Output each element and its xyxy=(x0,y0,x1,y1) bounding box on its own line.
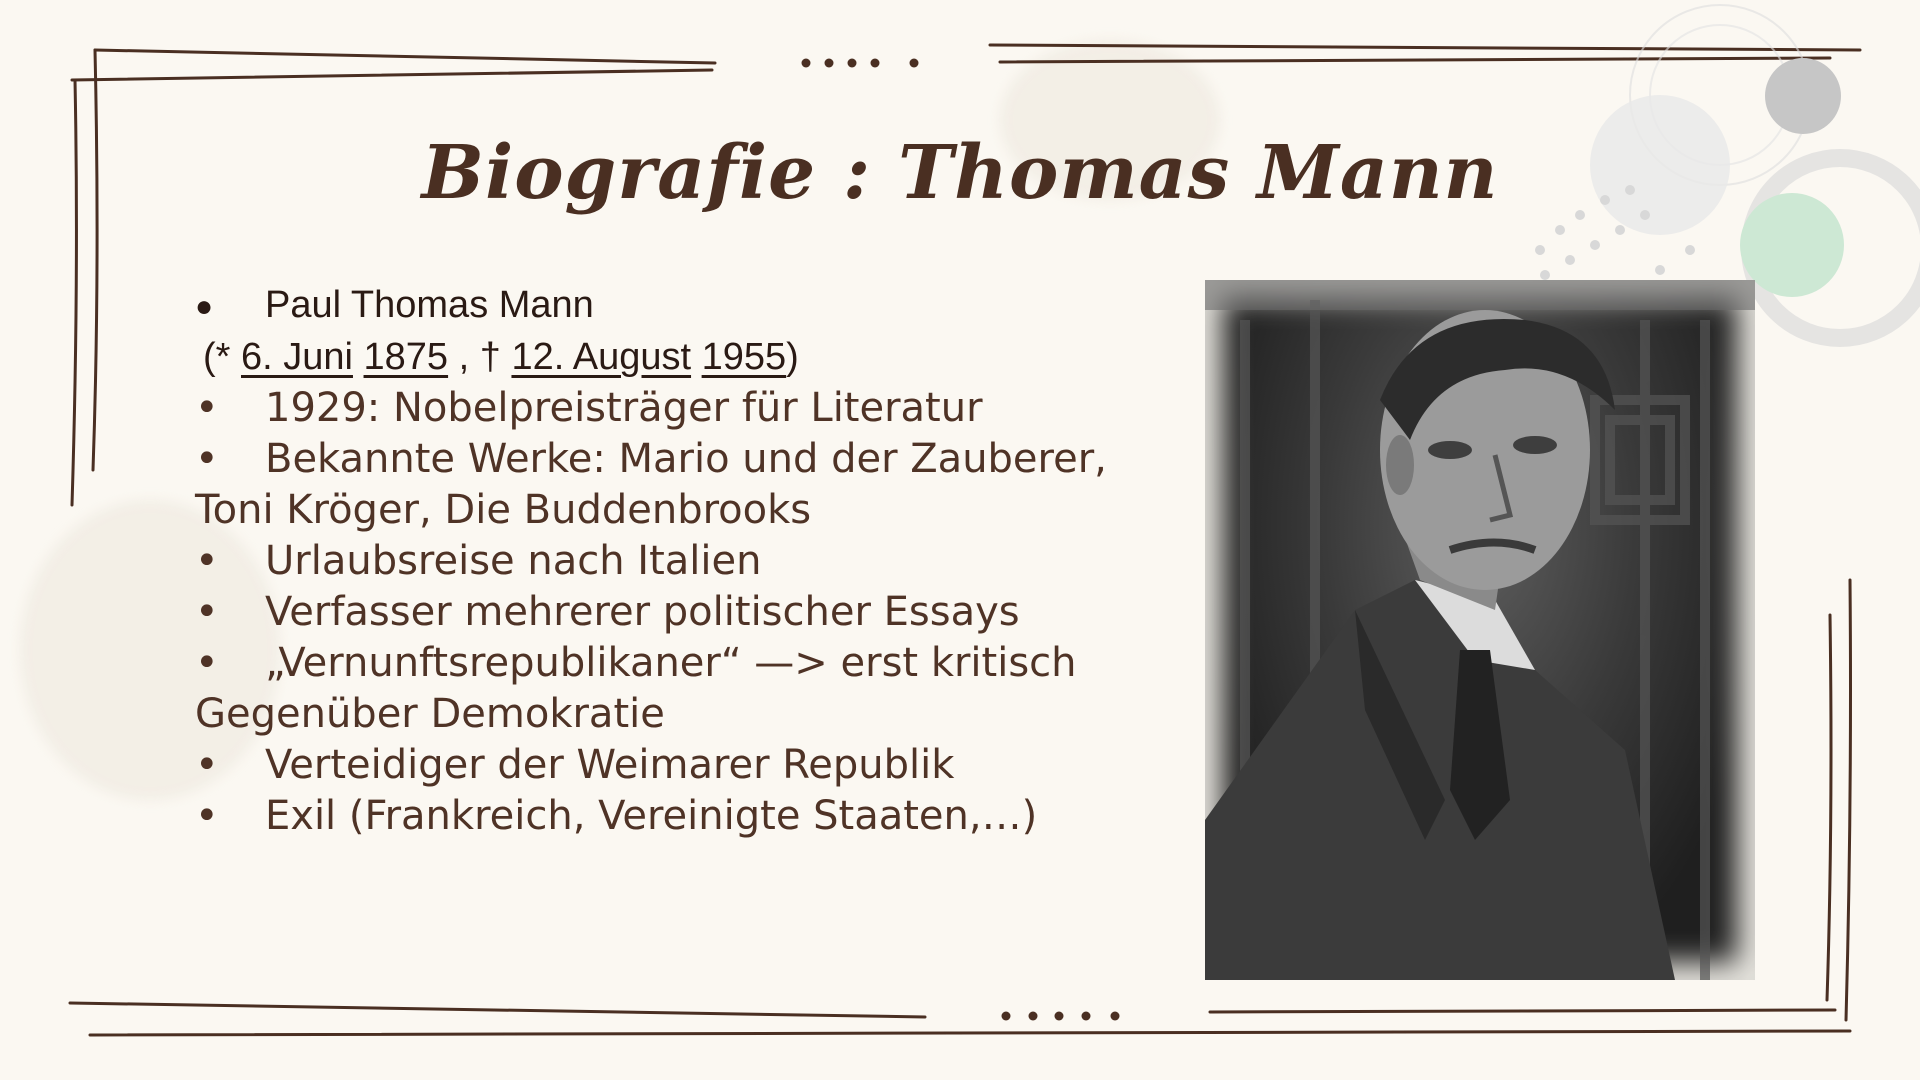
life-dates xyxy=(195,332,1125,383)
list-item xyxy=(195,536,1125,587)
item-text: Toni Kröger, Die Buddenbrooks xyxy=(195,487,812,534)
item-text: Exil (Frankreich, Vereinigte Staaten,…) xyxy=(265,793,1038,840)
item-text: Bekannte Werke: Mario und der Zauberer, xyxy=(265,436,1107,483)
item-text: Gegenüber Demokratie xyxy=(195,691,665,738)
bullet-icon: • xyxy=(195,538,219,585)
dates-separator: , † xyxy=(448,336,512,379)
slide-title: Biografie : Thomas Mann xyxy=(421,130,1499,216)
item-text: Verfasser mehrerer politischer Essays xyxy=(265,589,1020,636)
item-text: „Vernunftsrepublikaner“ —> erst kritisch xyxy=(265,640,1077,687)
bullet-icon: • xyxy=(195,742,219,789)
portrait-photo xyxy=(1205,280,1755,980)
bullet-icon: • xyxy=(195,640,219,687)
birth-day-link[interactable]: 6. Juni xyxy=(241,336,353,379)
list-item xyxy=(195,280,1125,332)
list-item xyxy=(195,587,1125,638)
list-item xyxy=(195,638,1125,689)
list-item xyxy=(195,740,1125,791)
list-item xyxy=(195,434,1125,485)
bullet-icon: • xyxy=(195,385,219,432)
item-text: Urlaubsreise nach Italien xyxy=(265,538,762,585)
list-item-continuation xyxy=(195,689,1125,740)
item-text: 1929: Nobelpreisträger für Literatur xyxy=(265,385,983,432)
dates-close: ) xyxy=(786,336,799,379)
item-text: Verteidiger der Weimarer Republik xyxy=(265,742,955,789)
list-item-continuation xyxy=(195,485,1125,536)
death-year-link[interactable]: 1955 xyxy=(701,336,787,379)
dates-open: (* xyxy=(203,336,241,379)
bullet-icon: • xyxy=(195,589,219,636)
list-item xyxy=(195,791,1125,842)
name-text: Paul Thomas Mann xyxy=(265,284,594,326)
list-item xyxy=(195,383,1125,434)
birth-year-link[interactable]: 1875 xyxy=(363,336,449,379)
bullet-icon: • xyxy=(195,793,219,840)
bullet-icon: ● xyxy=(195,290,214,324)
biography-list xyxy=(195,280,1125,842)
death-day-link[interactable]: 12. August xyxy=(511,336,692,379)
bullet-icon: • xyxy=(195,436,219,483)
portrait-illustration xyxy=(1205,280,1755,980)
